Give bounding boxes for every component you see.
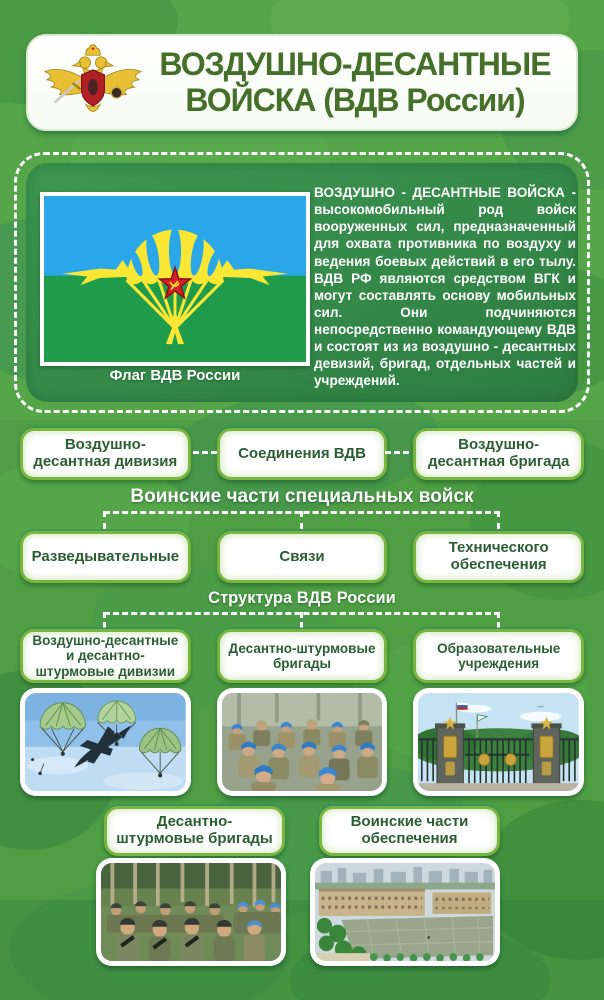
paratroopers-blue-berets-photo: [217, 688, 388, 796]
military-academy-gate-photo: [413, 688, 584, 796]
structure-box-educational-institutions: [413, 629, 584, 683]
title-line-1: ВОЗДУШНО-ДЕСАНТНЫЕ: [159, 45, 551, 82]
structure-heading: Структура ВДВ России: [208, 589, 396, 607]
vdv-description-text: ВОЗДУШНО - ДЕСАНТНЫЕ ВОЙСКА - высокомобильный род войск вооруженных сил, предназначенный для охвата противника по воздуху и ведения боевых действий в его тылу. ВДВ РФ являются средством ВГК и могут составлять основу мобильных сил. Они подчиняются непосредственно командующему ВДВ и состоят из из воздушно - десантных девизий, бригад, отдельных частей и учреждений.: [314, 185, 576, 389]
bracket-drop: [300, 511, 303, 529]
header-banner: [26, 34, 578, 131]
special-troops-row: [20, 531, 584, 583]
bracket-drop: [103, 612, 106, 628]
special-box-signals: [217, 531, 388, 583]
special-box-reconnaissance: [20, 531, 191, 583]
paratroopers-image: [222, 693, 383, 791]
org-box-vdv-units: [217, 428, 388, 480]
vdv-flag-graphic: [44, 196, 306, 362]
military-base-aerial-photo: [310, 858, 500, 966]
org-box-label: Соединения ВДВ: [238, 444, 366, 462]
flag-caption: Флаг ВДВ России: [109, 367, 241, 384]
special-troops-heading: Воинские части специальных войск: [130, 486, 474, 507]
structure-photos-row: [20, 688, 584, 796]
org-box-airborne-brigade: [413, 428, 584, 480]
academy-gate-image: [418, 693, 579, 791]
bottom-box-label: Десантно-штурмовые бригады: [116, 813, 273, 847]
structure-box-label: Образовательные учреждения: [437, 640, 561, 671]
vdv-flag: [40, 192, 310, 366]
dashed-connector: [385, 451, 409, 454]
info-panel: [14, 152, 590, 413]
title-line-2: ВОЙСКА (ВДВ России): [185, 81, 525, 118]
poster-title: [146, 47, 576, 119]
bracket-drop: [300, 612, 303, 628]
parachute-drop-image: [25, 693, 186, 791]
structure-box-label: Десантно-штурмовые бригады: [228, 640, 376, 671]
parachute-drop-photo: [20, 688, 191, 796]
base-aerial-image: [315, 863, 495, 961]
structure-box-airborne-assault-divisions: [20, 629, 191, 683]
bottom-row: [104, 806, 500, 856]
special-box-label: Технического обеспечения: [448, 539, 549, 573]
special-box-label: Разведывательные: [31, 547, 180, 565]
org-box-label: Воздушно-десантная бригада: [427, 436, 570, 470]
structure-row: [20, 629, 584, 683]
special-box-label: Связи: [279, 547, 325, 565]
assault-brigade-formation-photo: [96, 858, 286, 966]
bottom-photos-row: [96, 858, 500, 966]
org-box-airborne-division: [20, 428, 191, 480]
bracket-drop: [497, 511, 500, 529]
bracket-drop: [103, 511, 106, 529]
bracket-drop: [497, 612, 500, 628]
special-box-technical-support: [413, 531, 584, 583]
bottom-box-assault-brigades: [104, 806, 285, 856]
formation-image: [101, 863, 281, 961]
bottom-box-support-units: [319, 806, 500, 856]
dashed-connector: [193, 451, 217, 454]
bottom-box-label: Воинские части обеспечения: [350, 813, 469, 847]
org-box-label: Воздушно-десантная дивизия: [33, 436, 178, 470]
structure-box-assault-brigades: [217, 629, 388, 683]
info-panel-inner: [26, 163, 578, 402]
structure-box-label: Воздушно-десантные и десантно-штурмовые дивизии: [32, 633, 179, 679]
org-row-divisions: [20, 428, 584, 480]
russian-armed-forces-eagle-icon: [40, 40, 146, 126]
